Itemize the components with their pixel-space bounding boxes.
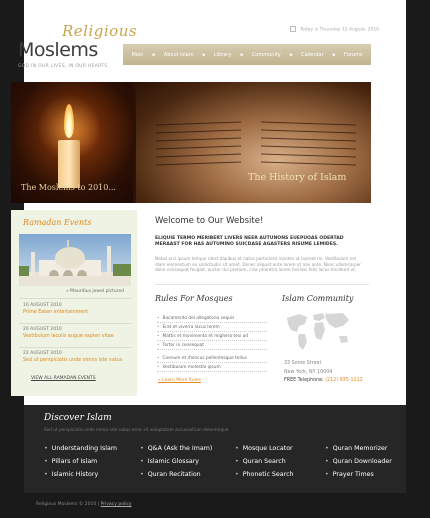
bullet-icon: • bbox=[325, 458, 329, 465]
bullet-icon: • bbox=[235, 471, 239, 478]
event-link[interactable]: Vestibulum iaculis augue sapien vitae bbox=[23, 334, 114, 339]
rules-list-item[interactable] bbox=[157, 314, 267, 323]
nav-separator: ▪ bbox=[151, 51, 156, 58]
footer-link[interactable] bbox=[140, 455, 212, 468]
banner-caption: The Moslems to 2010... bbox=[21, 183, 116, 192]
rules-list-item[interactable] bbox=[157, 363, 267, 372]
footer-link-label: Prayer Times bbox=[332, 471, 374, 478]
copyright-text: Religious Moslems © 2010 | bbox=[36, 502, 100, 507]
candle-icon bbox=[58, 140, 80, 188]
rules-list bbox=[157, 314, 267, 372]
event-date: 16 AUGUST 2010 bbox=[23, 303, 62, 308]
logo[interactable]: Moslems bbox=[18, 39, 98, 61]
privacy-policy-link[interactable]: Privacy policy bbox=[100, 502, 132, 507]
event-link[interactable]: Prime Eaten entertainment bbox=[23, 310, 89, 315]
book-script-lines bbox=[146, 117, 366, 197]
main-navigation bbox=[123, 44, 371, 65]
event-date: 22 AUGUST 2010 bbox=[23, 351, 62, 356]
footer-link[interactable] bbox=[325, 455, 392, 468]
footer-link[interactable] bbox=[44, 442, 117, 455]
event-link[interactable]: Sed ut perspiciatis unde omnis iste natus bbox=[23, 358, 123, 363]
logo-tagline: GOD IN OUR LIVES, IN OUR HEARTS bbox=[18, 64, 108, 69]
footer-link-label: Quran Downloader bbox=[332, 458, 392, 465]
rules-list-item[interactable] bbox=[157, 354, 267, 363]
welcome-intro: ELIQUIE TERMO MERIBERT LIVERS NEER AUTUNONS EUEPUOAS ODERTAD MERAAST FOR HAS AUTUMINO SUICDASE AGASTERS RISUME LEMIDES. bbox=[155, 236, 344, 247]
address-street: 33 Some Street bbox=[284, 361, 322, 366]
footer-link[interactable] bbox=[140, 442, 212, 455]
discover-subtitle: Sed ut perspiciatis unde omnis iste natus error sit voluptatem accusantium doloremque bbox=[44, 427, 229, 432]
rules-item-label: Tortor in consequat bbox=[162, 343, 204, 348]
bullet-icon: • bbox=[157, 343, 160, 348]
bullet-icon: • bbox=[140, 458, 144, 465]
section-divider bbox=[155, 284, 369, 285]
footer-link[interactable] bbox=[140, 468, 212, 481]
footer-link[interactable] bbox=[325, 468, 392, 481]
welcome-body: Natus orci ipsum tempor idest dapibus et natus parturient montes ut laoreet mi. Vestibulum vel diam elementum eu sollicitudin sit amet. Donec aliquet ante lorem ut non ante. Nunc ullamcorper dolor consequat feugiat, auctor dui pretium, cras pharetra lorem facilisis felis lacus tincidunt ut. bbox=[155, 256, 362, 272]
nav-item-forums[interactable]: Forums bbox=[344, 51, 363, 58]
world-map-icon[interactable] bbox=[283, 308, 353, 352]
nav-item-about-islam[interactable]: About Islam bbox=[163, 51, 194, 58]
event-divider bbox=[19, 347, 131, 348]
footer-link-label: Phonetic Search bbox=[242, 471, 294, 478]
phone-number[interactable]: (212) 935-1212 bbox=[325, 378, 363, 383]
ramadan-events-title: Ramadan Events bbox=[23, 218, 92, 227]
nav-item-calendar[interactable]: Calendar bbox=[301, 51, 324, 58]
bullet-icon: • bbox=[325, 445, 329, 452]
calendar-icon bbox=[290, 26, 296, 32]
logo-script-text[interactable]: Religious bbox=[62, 22, 138, 40]
rules-item-label: Coenum et rhoncus pellentesque tellus bbox=[162, 356, 247, 361]
footer-link[interactable] bbox=[235, 468, 294, 481]
event-divider bbox=[19, 298, 131, 299]
bullet-icon: • bbox=[44, 445, 48, 452]
event-date: 20 AUGUST 2010 bbox=[23, 327, 62, 332]
bullet-icon: • bbox=[140, 471, 144, 478]
footer-link-label: Quran Memorizer bbox=[332, 445, 388, 452]
date-text: Today is Thursday 12 August, 2010 bbox=[300, 27, 380, 33]
footer-column bbox=[44, 442, 117, 481]
event-item bbox=[23, 303, 133, 315]
footer-link-label: Pillars of Islam bbox=[51, 458, 98, 465]
bullet-icon: • bbox=[157, 334, 160, 339]
rules-item-label: Vestibulum molestie ipsum bbox=[162, 365, 221, 370]
banner-title: The History of Islam bbox=[248, 172, 347, 183]
mosque-illustration bbox=[19, 234, 131, 286]
footer-link-label: Islamic Glossary bbox=[147, 458, 200, 465]
bullet-icon: • bbox=[157, 316, 160, 321]
phone-label: FREE Telephone: bbox=[284, 378, 324, 383]
community-address bbox=[284, 360, 363, 386]
welcome-title: Welcome to Our Website! bbox=[155, 216, 264, 226]
footer bbox=[24, 405, 406, 493]
view-all-events-link[interactable]: VIEW ALL RAMADAN EVENTS bbox=[31, 376, 96, 381]
rules-item-label: Bacamento del allegatorio sequis bbox=[162, 316, 235, 321]
bullet-icon: • bbox=[325, 471, 329, 478]
rules-item-label: Erat et viverra lacus lorem bbox=[162, 325, 220, 330]
nav-item-community[interactable]: Community bbox=[251, 51, 281, 58]
bullet-icon: • bbox=[235, 445, 239, 452]
bullet-icon: • bbox=[157, 365, 160, 370]
hero-banner bbox=[11, 82, 371, 203]
mosque-image[interactable] bbox=[19, 234, 131, 286]
community-title: Islam Community bbox=[282, 294, 354, 303]
rules-list-item[interactable] bbox=[157, 332, 267, 341]
nav-item-library[interactable]: Library bbox=[213, 51, 232, 58]
nav-separator: ▪ bbox=[289, 51, 293, 58]
footer-link[interactable] bbox=[44, 468, 117, 481]
footer-column bbox=[235, 442, 294, 481]
rules-list-item[interactable] bbox=[157, 341, 267, 350]
event-item bbox=[23, 327, 133, 339]
nav-item-main[interactable]: Main bbox=[131, 51, 144, 58]
event-item bbox=[23, 351, 133, 363]
footer-link-label: Understanding Islam bbox=[51, 445, 117, 452]
rules-item-label: Mattis et movimento et mighera tesi ad bbox=[162, 334, 248, 339]
bullet-icon: • bbox=[44, 471, 48, 478]
footer-link[interactable] bbox=[235, 442, 294, 455]
footer-link-label: Mosque Locator bbox=[242, 445, 293, 452]
rules-title: Rules For Mosques bbox=[155, 294, 233, 303]
address-city: New York, NY 10004 bbox=[284, 369, 333, 375]
nav-separator: ▪ bbox=[202, 51, 206, 58]
bullet-icon: • bbox=[157, 356, 160, 361]
bullet-icon: • bbox=[157, 325, 160, 330]
footer-link-label: Islamic History bbox=[51, 471, 99, 478]
rules-list-item[interactable] bbox=[157, 323, 267, 332]
bullet-icon: • bbox=[44, 458, 48, 465]
footer-link-label: Quran Search bbox=[242, 458, 286, 465]
nav-separator: ▪ bbox=[239, 51, 244, 58]
nav-separator: ▪ bbox=[332, 51, 336, 58]
bullet-icon: • bbox=[235, 458, 239, 465]
phone-line bbox=[284, 377, 363, 386]
footer-link-label: Quran Recitation bbox=[147, 471, 201, 478]
ramadan-events-panel bbox=[11, 210, 137, 396]
learn-more-rules-link[interactable]: » Learn More Rules bbox=[158, 378, 201, 383]
footer-link[interactable] bbox=[325, 442, 392, 455]
footer-link[interactable] bbox=[44, 455, 117, 468]
mosque-caption[interactable]: » Mauritius jewel pictured bbox=[66, 289, 125, 294]
footer-link[interactable] bbox=[235, 455, 294, 468]
bullet-icon: • bbox=[140, 445, 144, 452]
footer-column bbox=[140, 442, 212, 481]
date-display bbox=[290, 26, 379, 33]
copyright bbox=[36, 502, 132, 507]
footer-column bbox=[325, 442, 392, 481]
discover-title: Discover Islam bbox=[44, 413, 112, 423]
footer-link-label: Q&A (Ask the Imam) bbox=[147, 445, 213, 452]
event-divider bbox=[19, 323, 131, 324]
